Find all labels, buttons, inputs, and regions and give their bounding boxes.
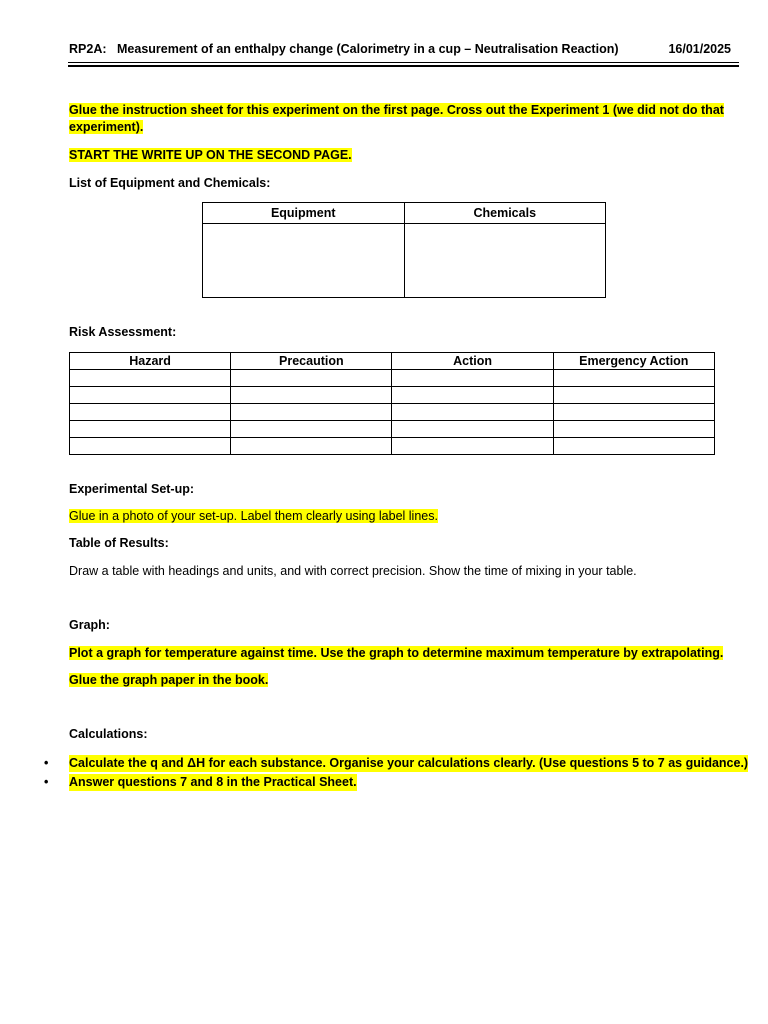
header-rule-thin — [68, 62, 739, 63]
chemicals-cell — [404, 224, 606, 298]
action-column-header: Action — [392, 353, 553, 370]
setup-heading: Experimental Set-up: — [69, 482, 195, 496]
practical-code: RP2A: — [69, 42, 107, 56]
table-row — [70, 370, 715, 387]
calculations-heading: Calculations: — [69, 727, 148, 741]
equipment-heading: List of Equipment and Chemicals: — [69, 176, 271, 190]
results-instruction: Draw a table with headings and units, and with correct precision. Show the time of mixing in your table. — [69, 564, 637, 578]
emergency-action-column-header: Emergency Action — [553, 353, 714, 370]
graph-glue-instruction: Glue the graph paper in the book. — [69, 673, 269, 687]
equipment-table — [202, 202, 606, 298]
start-instruction: START THE WRITE UP ON THE SECOND PAGE. — [69, 148, 352, 162]
risk-heading: Risk Assessment: — [69, 325, 177, 339]
risk-table — [69, 352, 715, 455]
bullet-icon: • — [44, 756, 49, 770]
table-row — [70, 404, 715, 421]
document-date: 16/01/2025 — [668, 42, 731, 56]
bullet-icon: • — [44, 775, 49, 789]
document-title: Measurement of an enthalpy change (Calorimetry in a cup – Neutralisation Reaction) — [117, 42, 619, 56]
page-header — [69, 42, 731, 62]
table-row — [70, 438, 715, 455]
table-row — [70, 387, 715, 404]
glue-instruction: Glue the instruction sheet for this experiment on the first page. Cross out the Experiment 1 (we did not do that experiment). — [69, 103, 724, 134]
equipment-column-header: Equipment — [203, 203, 405, 224]
graph-heading: Graph: — [69, 618, 110, 632]
document-page: RP2A: Measurement of an enthalpy change (Calorimetry in a cup – Neutralisation Reaction) 16/01/2025 Glue the instruction sheet for this experiment on the first page. Cross out the Experiment 1 (we did not do that experiment). START THE WRITE UP ON THE SECOND PAGE. List of Equipment and Chemicals: Equipment Chemicals Risk Assessment: Hazard Precaution Action Emergency Action Experimental Set-up: Glue in a photo of your set-up. Label them clearly using label lines. Table of Results: Draw a table with headings and units, and with correct precision. Show the time of mixing in your table. Graph: Plot a graph for temperature against time. Use the graph to determine maximum temperature by extrapolating. Glue the graph paper in the book. Calculations: • Calculate the q and ΔH for each substance. Organise your calculations clearly. (Use questions 5 to 7 as guidance.) • Answer questions 7 and 8 in the Practical Sheet. — [44, 42, 749, 789]
equipment-cell — [203, 224, 405, 298]
precaution-column-header: Precaution — [231, 353, 392, 370]
hazard-column-header: Hazard — [70, 353, 231, 370]
chemicals-column-header: Chemicals — [404, 203, 606, 224]
header-rule-thick — [68, 65, 739, 67]
graph-instruction: Plot a graph for temperature against time. Use the graph to determine maximum temperature by extrapolating. — [69, 646, 724, 660]
results-heading: Table of Results: — [69, 536, 169, 550]
setup-instruction: Glue in a photo of your set-up. Label them clearly using label lines. — [69, 509, 438, 523]
table-row — [70, 421, 715, 438]
